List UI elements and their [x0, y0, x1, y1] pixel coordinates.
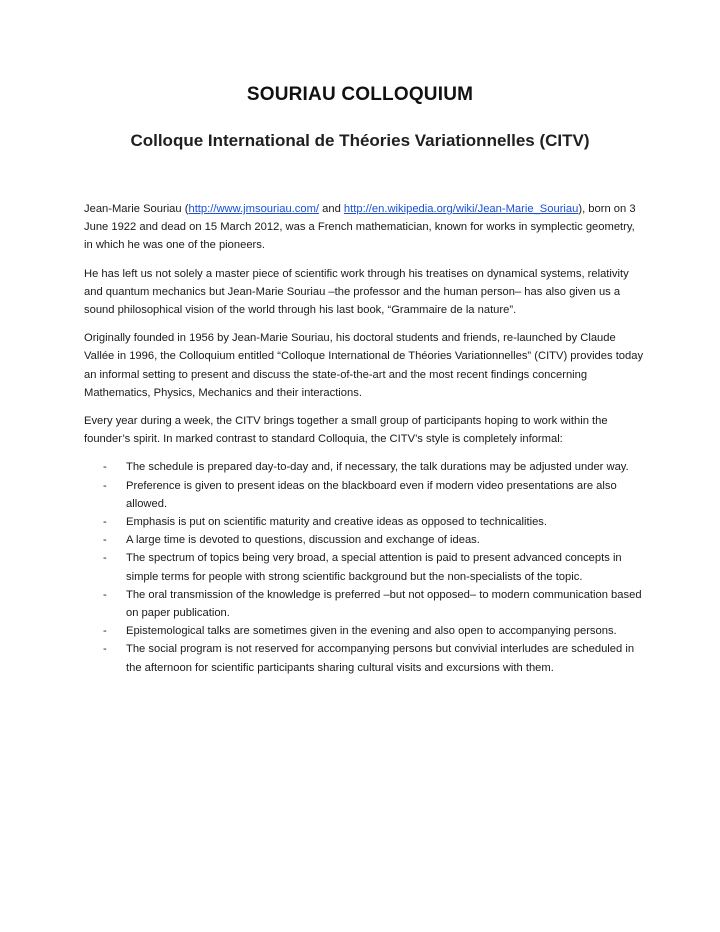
- list-item-text: The schedule is prepared day-to-day and, if necessary, the talk durations may be adjusted under way.: [126, 461, 629, 474]
- list-item: [84, 622, 644, 640]
- intro-tail: ), born on 3 June 1922 and dead on 15 March 2012, was a French mathematician, known for works in symplectic geometry, in which he was one of the pioneers.: [84, 203, 636, 252]
- list-item-text: Emphasis is put on scientific maturity and creative ideas as opposed to technicalities.: [126, 516, 547, 529]
- list-item-text: The social program is not reserved for accompanying persons but convivial interludes are scheduled in the afternoon for scientific participants sharing cultural visits and excursions with them.: [126, 643, 635, 674]
- paragraph-history: Originally founded in 1956 by Jean-Marie Souriau, his doctoral students and friends, re-launched by Claude Vallée in 1996, the Colloquium entitled “Colloque International de Théories Variationnelles” (CITV) provides today an informal setting to present and discuss the state-of-the-art and the most recent findings concerning Mathematics, Physics, Mechanics and their interactions.: [84, 332, 644, 399]
- list-item: [84, 586, 644, 622]
- bullet-dash: -: [103, 643, 107, 656]
- intro-lead: Jean-Marie Souriau (: [84, 203, 189, 215]
- document-title: SOURIAU COLLOQUIUM: [246, 84, 474, 105]
- bullet-dash: -: [103, 552, 107, 565]
- bullet-dash: -: [103, 516, 107, 529]
- list-item: [84, 458, 644, 476]
- bullet-dash: -: [103, 534, 107, 547]
- informal-style-list: [84, 458, 644, 676]
- list-item-text: Preference is given to present ideas on the blackboard even if modern video presentations are also allowed.: [126, 479, 617, 510]
- jmsouriau-link[interactable]: http://www.jmsouriau.com/: [188, 203, 320, 215]
- bullet-dash: -: [103, 461, 107, 474]
- list-item: [84, 549, 644, 585]
- list-item-text: Epistemological talks are sometimes given in the evening and also open to accompanying persons.: [126, 625, 617, 638]
- bullet-dash: -: [103, 625, 107, 638]
- document-body: [84, 200, 644, 677]
- document-subtitle: Colloque International de Théories Variationnelles (CITV): [130, 131, 590, 150]
- paragraph-style: Every year during a week, the CITV brings together a small group of participants hoping to work within the founder’s spirit. In marked contrast to standard Colloquia, the CITV’s style is completely informal:: [84, 415, 608, 446]
- list-item-text: The spectrum of topics being very broad, a special attention is paid to present advanced concepts in simple terms for people with strong scientific background but the non-specialists of the topic.: [126, 552, 622, 583]
- list-item-text: A large time is devoted to questions, discussion and exchange of ideas.: [126, 534, 480, 547]
- intro-paragraph: [84, 200, 644, 255]
- intro-mid: and: [319, 203, 344, 215]
- wikipedia-link[interactable]: http://en.wikipedia.org/wiki/Jean-Marie_Souriau: [343, 203, 579, 215]
- list-item-text: The oral transmission of the knowledge is preferred –but not opposed– to modern communication based on paper publication.: [126, 588, 642, 620]
- bullet-dash: -: [103, 479, 107, 492]
- list-item: [84, 640, 644, 676]
- paragraph-legacy: He has left us not solely a master piece of scientific work through his treatises on dynamical systems, relativity and quantum mechanics but Jean-Marie Souriau –the professor and the human person– has also given us a sound philosophical vision of the world through his last book, “Grammaire de la nature”.: [84, 267, 629, 317]
- list-item: [84, 531, 644, 549]
- list-item: [84, 477, 644, 513]
- list-item: [84, 513, 644, 531]
- bullet-dash: -: [103, 588, 107, 601]
